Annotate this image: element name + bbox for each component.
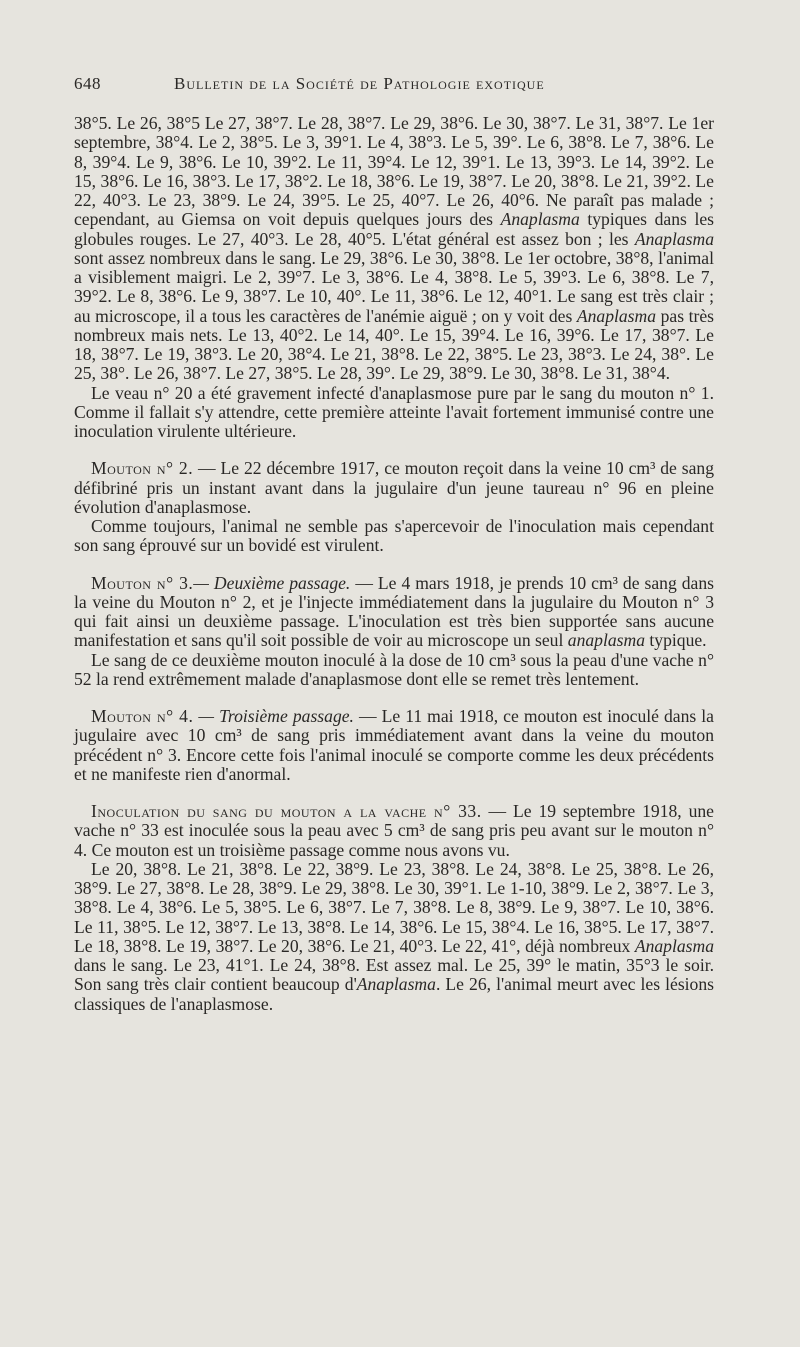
paragraph: Le 20, 38°8. Le 21, 38°8. Le 22, 38°9. Le 23, 38°8. Le 24, 38°8. Le 25, 38°8. Le 26, 38°9. Le 27, 38°8. Le 28, 38°9. Le 29, 38°8. Le 30, 39°1. Le 1-10, 38°9. Le 2, 38°7. Le 3, 38°8. Le 4, 38°6. Le 5, 38°5. Le 6, 38°7. Le 7, 38°8. Le 8, 38°9. Le 9, 38°7. Le 10, 38°6. Le 11, 38°5. Le 12, 38°7. Le 13, 38°8. Le 14, 38°6. Le 15, 38°4. Le 16, 38°5. Le 17, 38°7. Le 18, 38°8. Le 19, 38°7. Le 20, 38°6. Le 21, 40°3. Le 22, 41°, déjà nombreux Anaplasma dans le sang. Le 23, 41°1. Le 24, 38°8. Est assez mal. Le 25, 39° le matin, 35°3 le soir. Son sang très clair contient beaucoup d'Anaplasma. Le 26, l'animal meurt avec les lésions classiques de l'anaplasmose. — [74, 858, 714, 1014]
section-subheading: — Deuxième passage. — [193, 572, 351, 593]
paragraph — [74, 802, 714, 860]
paragraph: Le sang de ce deuxième mouton inoculé à la dose de 10 cm³ sous la peau d'une vache n° 52 la rend extrêmement malade d'anaplasmose dont elle se remet très lentement. — [74, 649, 714, 689]
body-text — [74, 114, 714, 1014]
paragraph-text: — Le 22 décembre 1917, ce mouton reçoit dans la veine 10 cm³ de sang défibriné pris un instant avant dans la jugulaire d'un jeune taureau n° 96 en pleine évolution d'anaplasmose. — [74, 458, 714, 517]
page-number: 648 — [74, 74, 101, 93]
paragraph — [74, 574, 714, 651]
section-heading: Mouton n° 3. — [91, 572, 194, 593]
paragraph: 38°5. Le 26, 38°5 Le 27, 38°7. Le 28, 38°7. Le 29, 38°6. Le 30, 38°7. Le 31, 38°7. Le 1er septembre, 38°4. Le 2, 38°5. Le 3, 39°1. Le 4, 38°3. Le 5, 39°. Le 6, 38°8. Le 7, 38°6. Le 8, 39°4. Le 9, 38°6. Le 10, 39°2. Le 11, 39°4. Le 12, 39°1. Le 13, 39°3. Le 14, 39°2. Le 15, 38°6. Le 16, 38°3. Le 17, 38°2. Le 18, 38°6. Le 19, 38°7. Le 20, 38°8. Le 21, 39°2. Le 22, 40°3. Le 23, 38°9. Le 24, 39°5. Le 25, 40°7. Le 26, 40°6. Ne paraît pas malade ; cependant, au Giemsa on voit depuis quelques jours des Anaplasma typiques dans les globules rouges. Le 27, 40°3. Le 28, 40°5. L'état général est assez bon ; les Anaplasma sont assez nombreux dans le sang. Le 29, 38°6. Le 30, 38°8. Le 1er octobre, 38°8, l'animal a visiblement maigri. Le 2, 39°7. Le 3, 38°6. Le 4, 38°8. Le 5, 39°3. Le 6, 38°8. Le 7, 39°2. Le 8, 38°6. Le 9, 38°7. Le 10, 40°. Le 11, 38°6. Le 12, 40°1. Le sang est très clair ; au microscope, il a tous les caractères de l'anémie aiguë ; on y voit des Anaplasma pas très nombreux mais nets. Le 13, 40°2. Le 14, 40°. Le 15, 39°4. Le 16, 39°6. Le 17, 38°7. Le 18, 38°7. Le 19, 38°3. Le 20, 38°4. Le 21, 38°8. Le 22, 38°5. Le 23, 38°3. Le 24, 38°. Le 25, 38°. Le 26, 38°7. Le 27, 38°5. Le 28, 39°. Le 29, 38°9. Le 30, 38°8. Le 31, 38°4. — [74, 113, 714, 384]
section-heading: Inoculation du sang du mouton a la vache n° 33. — [91, 801, 482, 821]
running-title: Bulletin de la Société de Pathologie exotique — [174, 74, 545, 93]
paragraph-text: — Le 19 septembre 1918, une vache n° 33 est inoculée sous la peau avec 5 cm³ de sang pris peu avant sur le mouton n° 4. Ce mouton est un troisième passage comme nous avons vu. — [74, 801, 714, 860]
paragraph-text: — Le 11 mai 1918, ce mouton est inoculé dans la jugulaire avec 10 cm³ de sang pris immédiatement avant dans la veine du mouton précédent n° 3. Encore cette fois l'animal inoculé se comporte comme les deux précédents et ne manifeste rien d'anormal. — [74, 706, 714, 784]
running-header — [74, 74, 714, 94]
paragraph: Comme toujours, l'animal ne semble pas s'apercevoir de l'inoculation mais cependant son sang éprouvé sur un bovidé est virulent. — [74, 516, 714, 556]
paragraph: Le veau n° 20 a été gravement infecté d'anaplasmose pure par le sang du mouton n° 1. Comme il fallait s'y attendre, cette première atteinte l'avait fortement immunisé contre une inoculation virulente ultérieure. — [74, 382, 714, 441]
section-heading: Mouton n° 2. — [91, 458, 194, 479]
paragraph — [74, 459, 714, 517]
section-subheading: — Troisième passage. — [193, 706, 354, 726]
paragraph — [74, 707, 714, 784]
section-heading: Mouton n° 4. — [91, 706, 194, 726]
paragraph-text: — Le 4 mars 1918, je prends 10 cm³ de sang dans la veine du Mouton n° 2, et je l'injecte immédiatement dans la jugulaire du Mouton n° 3 qui fait ainsi un deuxième passage. L'inoculation est très bien supportée sans aucune manifestation et sans qu'il soit possible de voir au microscope un seul anaplasma typique. — [74, 572, 714, 651]
